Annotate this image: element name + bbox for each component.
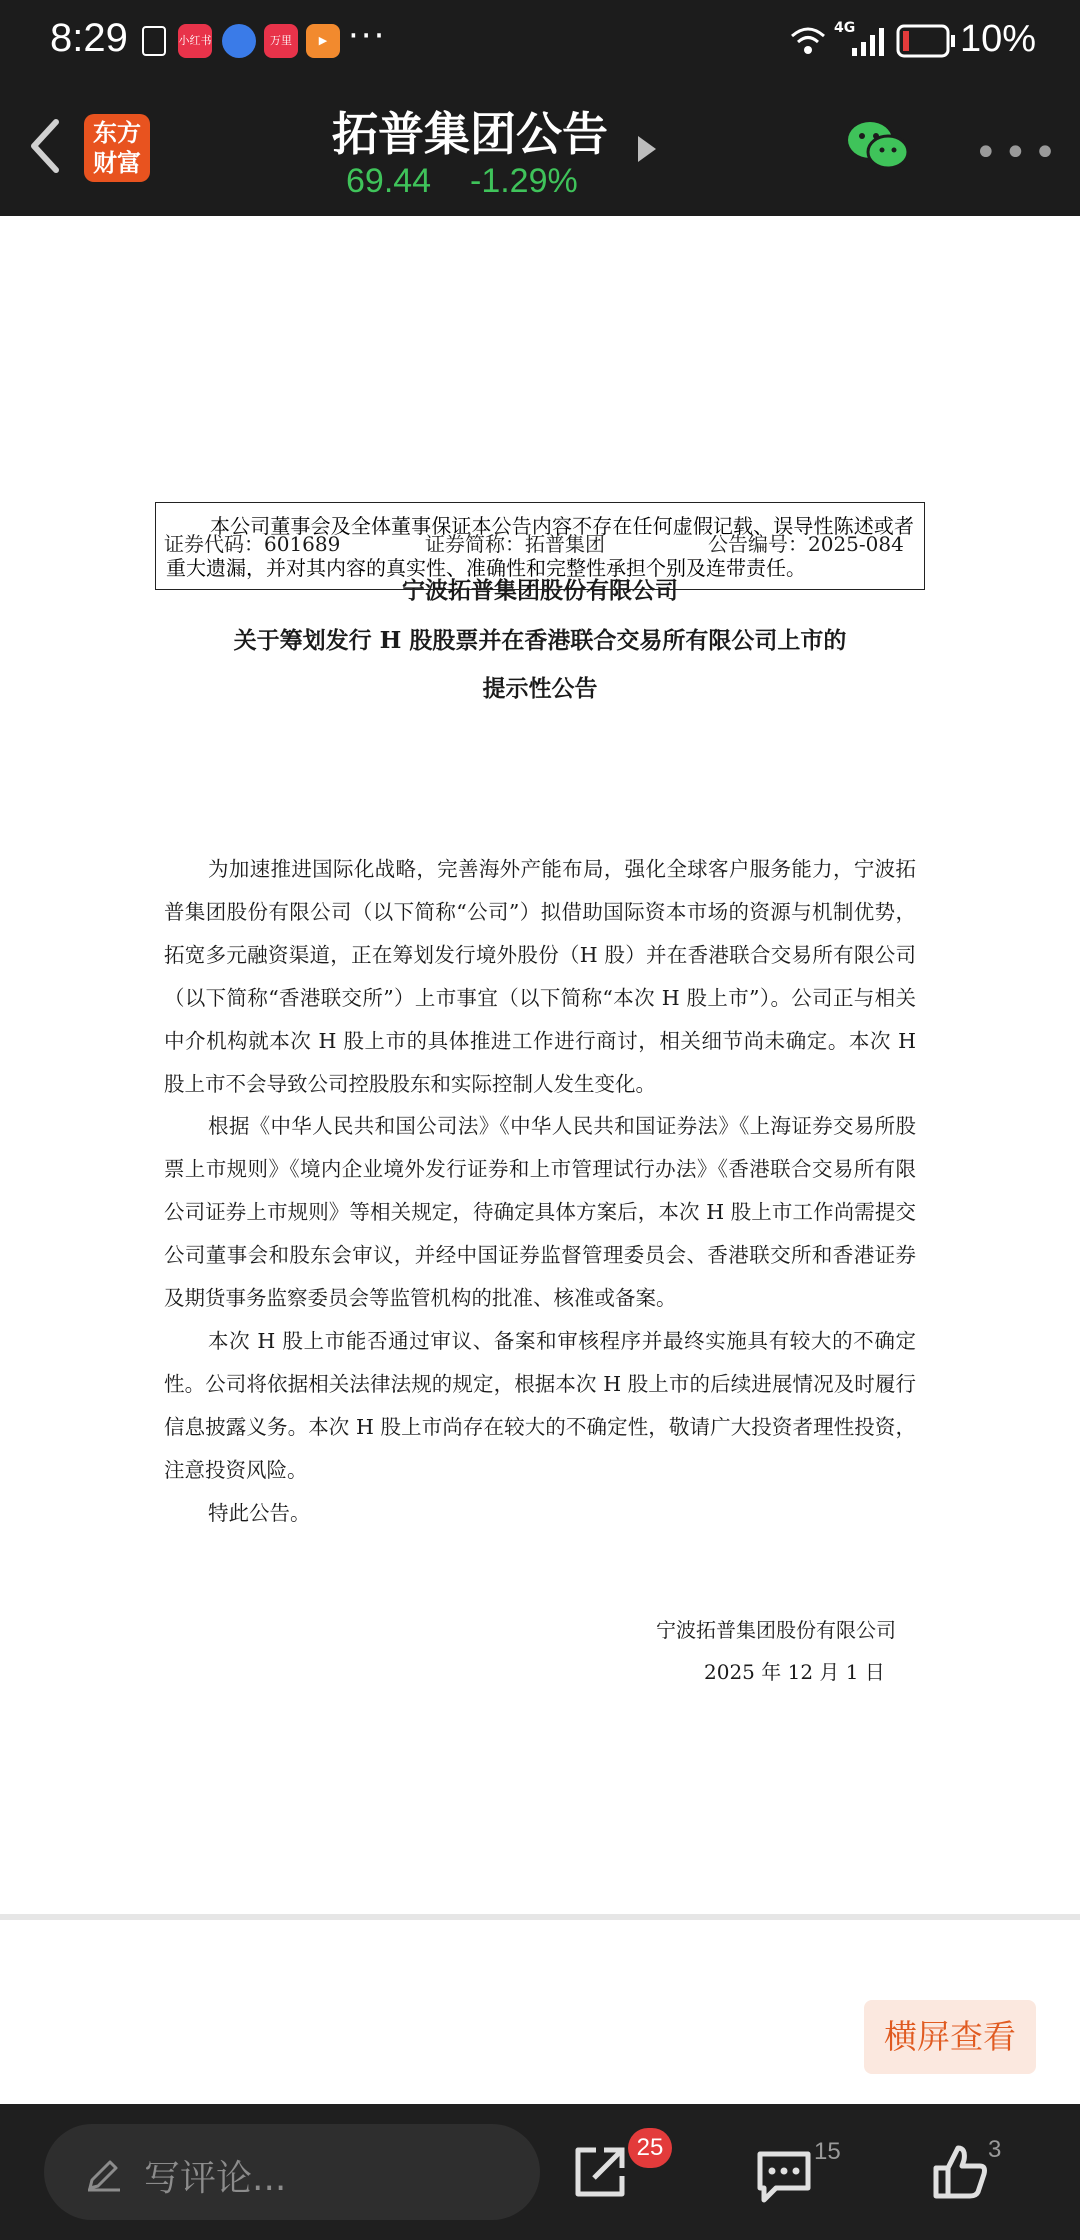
status-more-icon: ··· xyxy=(348,16,387,56)
landscape-view-button[interactable]: 横屏查看 xyxy=(864,2000,1036,2074)
next-triangle-icon[interactable] xyxy=(636,134,658,164)
closing-line: 特此公告。 xyxy=(208,1501,311,1525)
bottom-action-bar xyxy=(0,2104,1080,2240)
back-arrow-icon[interactable] xyxy=(26,116,66,176)
paragraph-3: 本次 H 股上市能否通过审议、备案和审核程序并最终实施具有较大的不确定性。公司将依据相关法律法规的规定，根据本次 H 股上市的后续进展情况及时履行信息披露义务。本次 H 股上市尚存在较大的不确定性，敬请广大投资者理性投资，注意投资风险。 xyxy=(164,1329,916,1482)
signal-icon xyxy=(852,26,888,56)
share-icon[interactable] xyxy=(570,2142,630,2202)
paragraph-1: 为加速推进国际化战略，完善海外产能布局，强化全球客户服务能力，宁波拓普集团股份有限公司（以下简称“公司”）拟借助国际资本市场的资源与机制优势，拓宽多元融资渠道，正在筹划发行境外股份（H 股）并在香港联合交易所有限公司（以下简称“香港联交所”）上市事宜（以下简称“本次 H 股上市”）。公司正与相关中介机构就本次 H 股上市的具体推进工作进行商讨，相关细节尚未确定。本次 H 股上市不会导致公司控股股东和实际控制人发生变化。 xyxy=(164,857,916,1096)
phone-icon xyxy=(142,26,166,56)
battery-icon xyxy=(896,24,956,58)
more-options-icon[interactable]: ••• xyxy=(974,130,1063,176)
comment-input[interactable] xyxy=(44,2124,540,2220)
disclaimer-text: 本公司董事会及全体董事保证本公告内容不存在任何虚假记载、误导性陈述或者重大遗漏，并对其内容的真实性、准确性和完整性承担个别及连带责任。 xyxy=(166,514,914,580)
xiaohongshu-icon: 小红书 xyxy=(178,24,212,58)
security-code: 证券代码：601689 xyxy=(164,532,341,556)
stock-change: -1.29% xyxy=(470,162,578,200)
network-type: 4G xyxy=(834,20,856,36)
security-name: 证券简称：拓普集团 xyxy=(425,532,605,556)
pencil-icon xyxy=(84,2152,124,2192)
like-count: 3 xyxy=(988,2136,1002,2163)
disclaimer-box xyxy=(155,502,925,590)
eastmoney-logo: 东方财富 xyxy=(84,114,150,182)
stock-price: 69.44 xyxy=(346,162,432,200)
announcement-title-line2: 提示性公告 xyxy=(482,675,598,702)
wanli-icon: 万里 xyxy=(264,24,298,58)
announcement-number: 公告编号：2025-084 xyxy=(708,532,904,556)
comments-icon[interactable] xyxy=(754,2148,814,2204)
announcement-title-line1: 关于筹划发行 H 股股票并在香港联合交易所有限公司上市的 xyxy=(233,627,847,654)
share-count-badge: 25 xyxy=(628,2128,672,2168)
signature-company: 宁波拓普集团股份有限公司 xyxy=(656,1618,896,1642)
app-header xyxy=(0,86,1080,216)
wifi-icon xyxy=(788,24,828,58)
comment-placeholder: 写评论... xyxy=(144,2158,287,2199)
video-app-icon: ▶ xyxy=(306,24,340,58)
signature-date: 2025 年 12 月 1 日 xyxy=(704,1660,885,1684)
status-bar xyxy=(0,0,1080,86)
content-divider xyxy=(0,1914,1080,1920)
comment-count: 15 xyxy=(814,2138,841,2165)
paragraph-2: 根据《中华人民共和国公司法》《中华人民共和国证券法》《上海证券交易所股票上市规则》《境内企业境外发行证券和上市管理试行办法》《香港联合交易所有限公司证券上市规则》等相关规定，待确定具体方案后，本次 H 股上市工作尚需提交公司董事会和股东会审议，并经中国证券监督管理委员会、香港联交所和香港证券及期货事务监察委员会等监管机构的批准、核准或备案。 xyxy=(164,1114,916,1310)
company-heading: 宁波拓普集团股份有限公司 xyxy=(402,577,678,604)
battery-percentage: 10% xyxy=(959,18,1036,60)
wechat-share-icon[interactable] xyxy=(846,118,910,174)
status-time: 8:29 xyxy=(50,16,128,60)
page-title: 拓普集团公告 xyxy=(332,107,608,161)
thumbs-up-icon[interactable] xyxy=(930,2142,990,2202)
browser-icon xyxy=(222,24,256,58)
